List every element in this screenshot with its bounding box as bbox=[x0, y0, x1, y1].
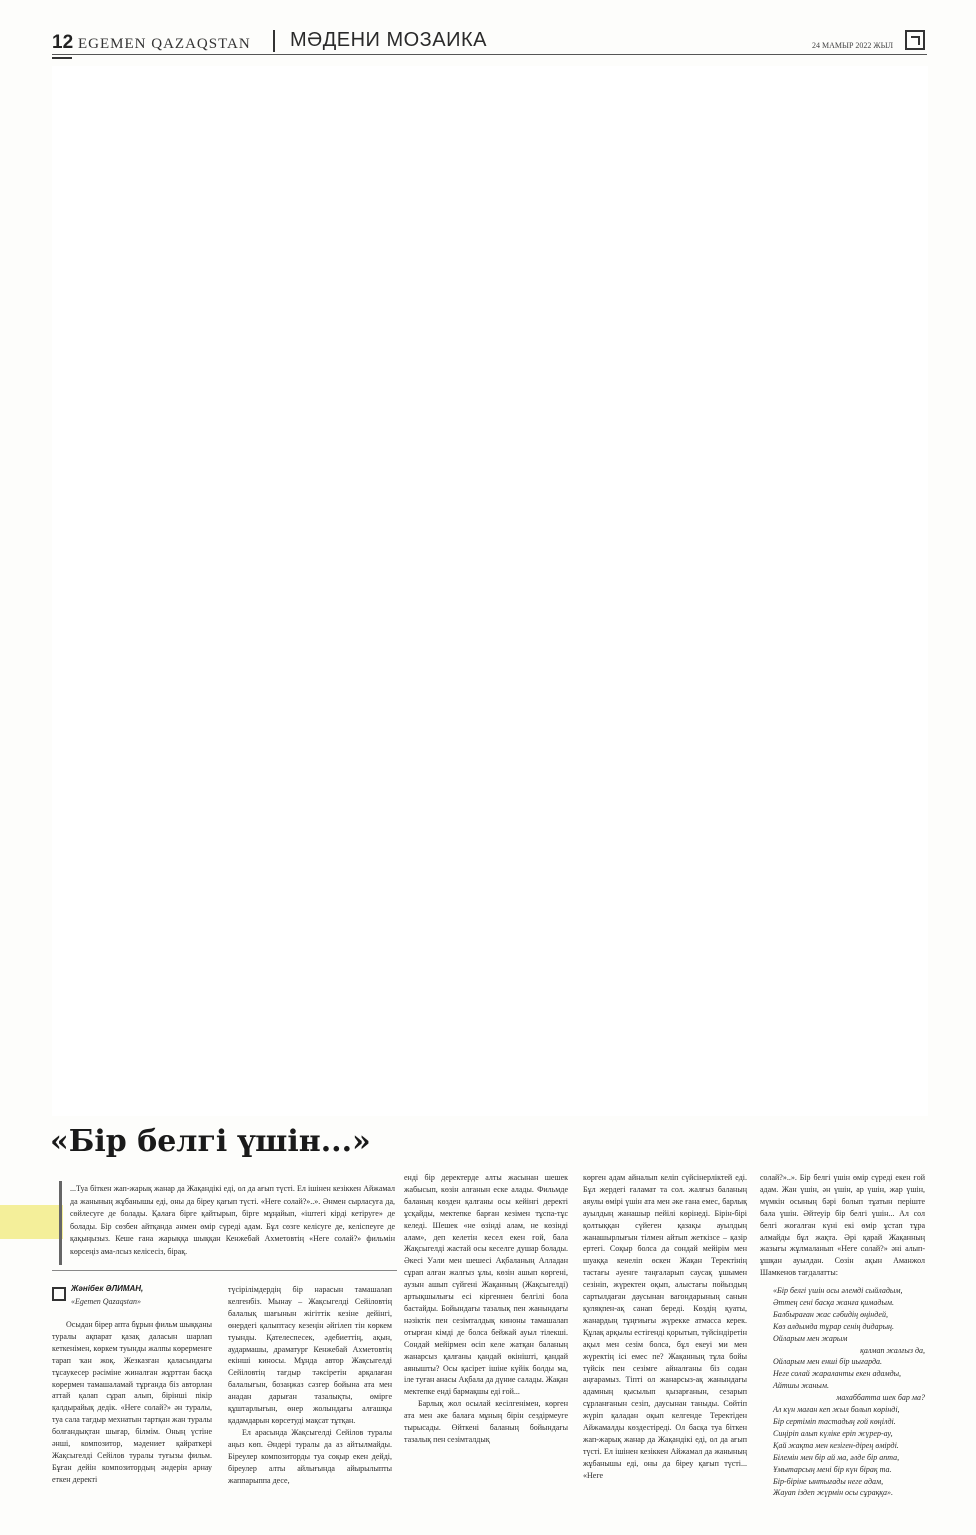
lyric-line: Білемін мен бір ай ма, әлде бір апта, bbox=[773, 1452, 900, 1462]
highlight-marker bbox=[0, 1205, 63, 1239]
lyric-line: Ойларым мен жарым bbox=[773, 1333, 848, 1343]
header-rule-accent bbox=[52, 57, 72, 59]
header-divider bbox=[273, 30, 275, 52]
lead-bar bbox=[59, 1181, 62, 1265]
lyric-line: Ал күн маған кеп жыл болып көрінді, bbox=[773, 1405, 900, 1415]
article-column-1 bbox=[52, 1319, 212, 1519]
page-number: 12 bbox=[52, 32, 74, 53]
lyric-line: Ойларым мен енші бір иығарда. bbox=[773, 1357, 883, 1367]
newspaper-logo-icon bbox=[905, 30, 925, 50]
article-title: «Бір белгі үшін...» bbox=[50, 1124, 371, 1159]
article-column-5 bbox=[760, 1172, 925, 1284]
header-rule bbox=[52, 54, 927, 55]
lead-rule bbox=[52, 1270, 397, 1271]
lyric-line: Бір-біріне ынтығады неге адам, bbox=[773, 1476, 884, 1486]
lyric-line: Жауап іздеп жүрмін осы сұраққа». bbox=[773, 1488, 894, 1498]
blank-photo-area bbox=[52, 66, 928, 1116]
author-logo-icon bbox=[52, 1287, 66, 1301]
lyric-line: Сиңіріп алып күліке еріп жүрер-ау, bbox=[773, 1428, 893, 1438]
lyric-line: Әттең сені басқа жанға қимадым. bbox=[773, 1297, 894, 1307]
lyric-line: Қай жақта мен кезіген-дірең өмірді. bbox=[773, 1440, 899, 1450]
paragraph: солай?»..». Бір белгі үшін өмір сүреді екен ғой адам. Жан үшін, ән үшін, ар үшін, жар үшін, мүмкін осының бәрі болып тұатын періште бала үшін. Әйтеуір бір белгі үшін... Ал сол белгі жоғалған күні екі өмір ұстап тұра алмайды бұл жақта. Әрі қарай Жақанның жазығы жұлмаланып «Неге солай?» әні алып-ұшқан ауылдан. Сөзін ақын Аманжол Шамкенов тағдалатты: bbox=[760, 1173, 925, 1278]
publication-name: EGEMEN QAZAQSTAN bbox=[78, 36, 251, 52]
lyric-line: Айтшы жаным. bbox=[773, 1381, 829, 1391]
paragraph: енді бір деректерде алты жасынан шешек жабысып, көзін алғанын еске алады. Фильмде баланың көзден қалғаны осы кейінгі деректі ұсқайды, мектепке барған кезімен тұспа-тұс келеді. Шешек «не өзінді алам, не көзінді алам», деп келетін кесел екен ғой, бала Жақсыгелді жастай осы кеселге душар болады. Әкесі Уәли мен шешесі Ақбаланың Алладан сұрап алған жалғыз ұлы, көзін ашып көргенi, аузын ашып сүйгені Жақанның (Жақсыгелді) артықшылығы есі кіргеннен белгілі бола бастайды. Бойындағы тазалық пен жанындағы нәзіктік пен сезімталдық киноны тамашалап отырған кімді де болса бейжай ауыл тілекші. Сондай мейірмен өсіп келе жатқан баланың жанарсыз қалғаны қандай өкінішті, қандай аянышты? Осы қасірет ішіне күйік болды ма, іле туған анасы Ақбала да дүние салады. Жақан мектепке енді бармақшы еді ғой... bbox=[404, 1173, 568, 1397]
article-column-3 bbox=[404, 1172, 568, 1520]
section-title: МӘДЕНИ МОЗАИКА bbox=[290, 29, 487, 51]
article-lead: ...Туа біткен жап-жарық жанар да Жақандікі еді, ол да ағып түсті. Ел ішінен кезіккен Айжамал да жанының жұбанышы еді, оны да біреу қағып түсті. «Неге солай?»..». Әнмен сырласуға да, сөйлесуге де болады. Қалаға бірге қайтырып, бірге мұңайып, «іштегі кірді кетіруге» де болады. Бір сөзбен айтқанда әнмен өмір сүреді адам. Бұл сөзге келісуге де, келіспеуге де қақыңызыз. Кеше ғана жарыққа шыққан Кенжебай Ахметовтің «Неге солай?» фильмін көрсеңіз ама-лсыз келісесіз, бірақ. bbox=[70, 1184, 395, 1256]
lyric-line: махаббатта шек бар ма? bbox=[836, 1393, 925, 1403]
article-column-4 bbox=[583, 1172, 747, 1520]
author-name: Жәнібек ӘЛИМАН, bbox=[71, 1284, 144, 1293]
issue-date: 24 МАМЫР 2022 ЖЫЛ bbox=[812, 41, 893, 50]
author-source: «Egemen Qazaqstan» bbox=[71, 1297, 141, 1306]
paragraph: түсірілімдердің бір нарасын тамашалап келгенбіз. Мынау – Жақсыгелді Сейіловтің балалық шағынын жігіттік кезіне дейінгі, өнердегі қалыптасу кезеңін әйгілеп тін көркем туынды. Қателеспесек, әдебиеттің, ақын, аудармашы, драматург Кенжебай Ахметовтің екінші киносы. Мұнда автор Жақсыгелді Сейіловтің тағдыр тәксіретін арқалаған балалығын, бозаңжаз сәзгер бойына ата мен анадан дарыған тазалықты, өміргe құштарлығын, өнер жолындағы алғашқы қадамдарын көрсетуді мақсат тұтқан. bbox=[228, 1285, 392, 1425]
paragraph: Барлық жол осылай кесілгенімен, көрген ата мен әке балаға мұның бірін сездірмеуге тырысады. Өйткені баланың бойындағы тазалық пен сезімталдық bbox=[404, 1399, 568, 1444]
lyric-line: Балбыраған жас сәбидің өңіндей, bbox=[773, 1309, 888, 1319]
article-column-2 bbox=[228, 1284, 392, 1520]
paragraph: Ел арасында Жақсыгелді Сейілов туралы аңыз көп. Әндері туралы да аз айтылмайды. Біреулер композиторды туа соқыр екен дейді, біреулер алты айлығында айырылыпты жаппарыппа десе, bbox=[228, 1427, 392, 1485]
lyric-line: Неге солай жараланты екен адамды, bbox=[773, 1369, 902, 1379]
lyric-line: «Бір белгі үшін осы әлемді сыйладым, bbox=[773, 1286, 903, 1295]
lyric-line: Көз алдымда тұрар сенің дидарың. bbox=[773, 1321, 894, 1331]
song-lyrics bbox=[773, 1285, 925, 1499]
lyric-line: Бір сертіміп тастадың ғой көңілді. bbox=[773, 1416, 896, 1426]
paragraph: Осыдан бірер апта бұрын фильм шыққаны туралы ақпарат қазақ даласын шарлап кеткенімен, көркем туынды жалпы көрерменге тарап ҡан жоқ. Жезказган қаласындағы тұсаукесер рәсіміне жиналған жұрттан басқа көрермен тамашаламай тұрғанда біз авторлан аттай қалап сұрап алып, бірінші пікір қалдырайық дедік. «Неге солай?» ән туралы, туа сала тағдыр мехнатын тартқан жан туралы болғандықтан шығар, білмім. Оның үстіне әнші, композитор, мәдениет қайраткері Жақсыгелді Сейілов туралы туғызы фильм. Бұған дейін композитордың әндерін арнау еткен деректі bbox=[52, 1320, 212, 1484]
lyric-line: Ұмытарсың мені бір күн бірақ та. bbox=[773, 1464, 892, 1474]
lyric-line: қалмап жалғыз да, bbox=[860, 1345, 925, 1355]
paragraph: көрген адам айналып келіп сүйсінерліктей еді. Бұл жердегі ғаламат та сол. жалғыз баланың аяулы өмірі үшін ата мен әке ғана емес, барлық ауылдың жанашыр пейілі көрінеді. Бірін-бірі қолтыққан сүйеген қазақы ауылдың жанашырлығын тілмен айтып жеткізсе – қазір ертегі. Соқыр болса да сондай мейірім мен шуаққа кенеліп өскен Жақан Теректінің тастағы әуенге таңғаларып саусақ ұшымен сезініп, жүректен оқып, алыстағы пойыздың сартылдаған даусынан вагондарының санын қуляқпен-ақ санап береді. Көздің қуаты, жанардың тұңғиығы жүрекке атмасса керек. Құлақ арқылы естігенді қорытып, түйсіндіретін ақыл мен сезім болса, бұл екеуі ми мен жүректің ісі емес пе? Жақанның тұла бойы түйсік пен сезімге айналғаны біз содан аңғарамыз. Тіпті ол жанарсыз-ақ жанындағы адамның қысылып қызарғанын, сезарып сұрланғанын сезіп, даусынан таныды. Сөйтіп жүріп қаладан оқып келгенде Теректіден Айжамалды көздестіреді. Ол басқа туа біткен жап-жарық жанар да Жақандікі еді, ол да ағып түсті. Ел ішінен кезіккен Айжамал да жанының жұбанышы еді, оны да біреу қағып түсті... «Неге bbox=[583, 1173, 747, 1480]
